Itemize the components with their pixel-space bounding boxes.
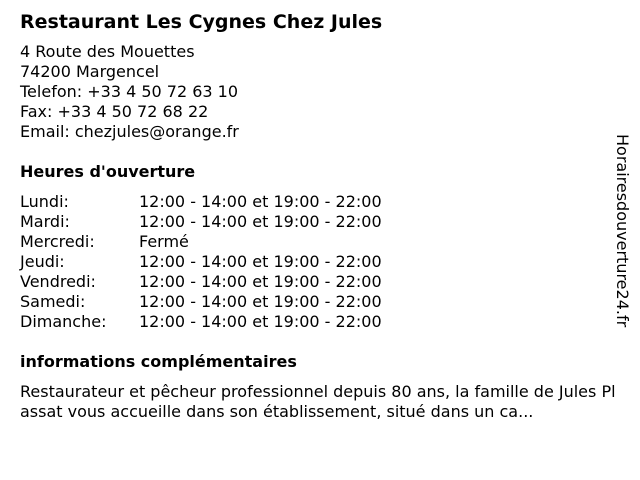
day-label: Samedi: (20, 292, 86, 311)
opening-hours-heading: Heures d'ouverture (20, 162, 196, 181)
additional-info-text: Restaurateur et pêcheur professionnel depuis 80 ans, la famille de Jules Plassat vous accueille dans son établissement, situé dans un ca... (20, 382, 616, 421)
site-watermark: Horairesdouverture24.fr (613, 134, 632, 328)
opening-hours-table (20, 192, 610, 332)
address-city: 74200 Margencel (20, 62, 160, 81)
day-label: Lundi: (20, 192, 69, 211)
phone-number: Telefon: +33 4 50 72 63 10 (20, 82, 239, 101)
day-label: Dimanche: (20, 312, 107, 331)
day-label: Mercredi: (20, 232, 95, 251)
day-hours: 12:00 - 14:00 et 19:00 - 22:00 (139, 252, 382, 271)
additional-info-heading: informations complémentaires (20, 352, 297, 371)
day-hours: 12:00 - 14:00 et 19:00 - 22:00 (139, 312, 382, 331)
day-hours: 12:00 - 14:00 et 19:00 - 22:00 (139, 212, 382, 231)
day-label: Jeudi: (20, 252, 65, 271)
hours-row-thursday (20, 252, 610, 272)
hours-row-sunday (20, 312, 610, 332)
day-hours: 12:00 - 14:00 et 19:00 - 22:00 (139, 292, 382, 311)
hours-row-wednesday (20, 232, 610, 252)
day-label: Vendredi: (20, 272, 96, 291)
hours-row-saturday (20, 292, 610, 312)
contact-block (20, 42, 610, 142)
address-street: 4 Route des Mouettes (20, 42, 195, 61)
day-hours: 12:00 - 14:00 et 19:00 - 22:00 (139, 272, 382, 291)
email-address: Email: chezjules@orange.fr (20, 122, 239, 141)
hours-row-friday (20, 272, 610, 292)
hours-row-monday (20, 192, 610, 212)
restaurant-card (20, 10, 616, 422)
day-label: Mardi: (20, 212, 70, 231)
day-hours: Fermé (139, 232, 189, 251)
fax-number: Fax: +33 4 50 72 68 22 (20, 102, 209, 121)
day-hours: 12:00 - 14:00 et 19:00 - 22:00 (139, 192, 382, 211)
hours-row-tuesday (20, 212, 610, 232)
restaurant-name: Restaurant Les Cygnes Chez Jules (20, 11, 383, 33)
